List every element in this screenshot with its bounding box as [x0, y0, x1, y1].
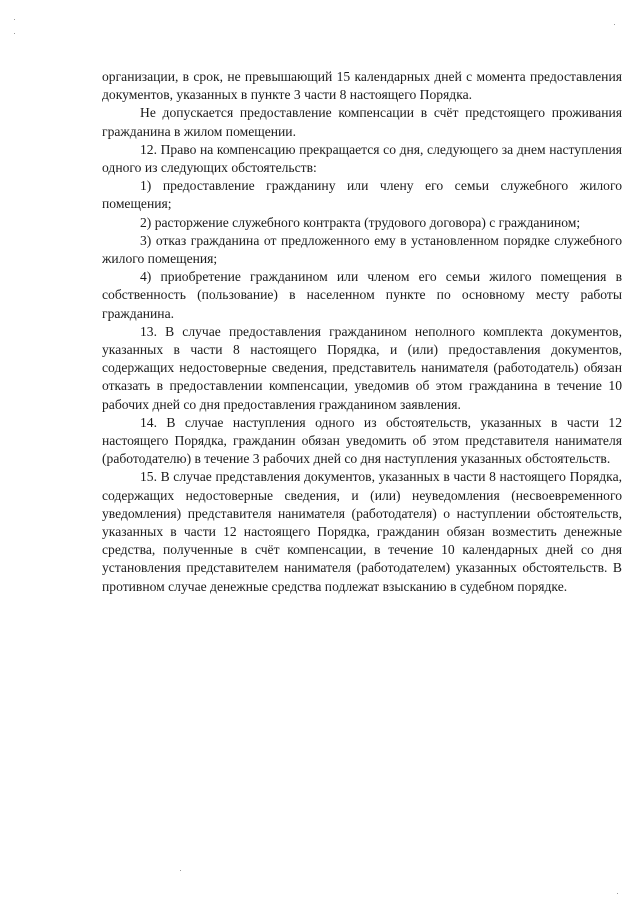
paragraph-no-advance-compensation: Не допускается предоставление компенсации в счёт предстоящего проживания гражданина в жилом помещении. — [102, 105, 622, 139]
document-body — [102, 68, 622, 596]
scan-speck — [14, 33, 15, 34]
scan-speck — [617, 893, 618, 894]
list-item-2: 2) расторжение служебного контракта (трудового договора) с гражданином; — [140, 214, 581, 230]
list-item-1: 1) предоставление гражданину или члену его семьи служебного жилого помещения; — [102, 178, 622, 212]
list-item-4: 4) приобретение гражданином или членом его семьи жилого помещения в собственность (пользование) в населенном пункте по основному месту работы гражданина. — [102, 269, 622, 321]
paragraph-14-notification: 14. В случае наступления одного из обстоятельств, указанных в части 12 настоящего Порядка, гражданин обязан уведомить об этом представителя нанимателя (работодателю) в течение 3 рабочих дней со дня наступления указанных обстоятельств. — [102, 414, 622, 467]
paragraph-13-refusal: 13. В случае предоставления гражданином неполного комплекта документов, указанных в части 8 настоящего Порядка, и (или) предоставления документов, содержащих недостоверные сведения, представитель нанимателя (работодатель) обязан отказать в предоставлении компенсации, уведомив об этом гражданина в течение 10 рабочих дней со дня предоставления гражданином заявления. — [102, 323, 622, 412]
paragraph-continuation: организации, в срок, не превышающий 15 календарных дней с момента предоставления документов, указанных в пункте 3 части 8 настоящего Порядка. — [102, 69, 622, 103]
scan-speck — [614, 24, 615, 25]
list-item-3: 3) отказ гражданина от предложенного ему в установленном порядке служебного жилого помещения; — [102, 232, 622, 267]
scan-speck — [180, 870, 181, 871]
paragraph-15-reimbursement: 15. В случае представления документов, указанных в части 8 настоящего Порядка, содержащих недостоверные сведения, и (или) неуведомления (несвоевременного уведомления) представителя нанимателя (работодателя) о наступлении обстоятельств, указанных в части 12 настоящего Порядка, гражданин обязан возместить денежные средства, полученные в счёт компенсации, в течение 10 календарных дней со дня установления представителем нанимателя (работодателем) указанных обстоятельств. В противном случае денежные средства подлежат взысканию в судебном порядке. — [102, 469, 622, 594]
scan-speck — [14, 19, 15, 20]
paragraph-12-termination: 12. Право на компенсацию прекращается со дня, следующего за днем наступления одного из следующих обстоятельств: — [102, 141, 622, 176]
